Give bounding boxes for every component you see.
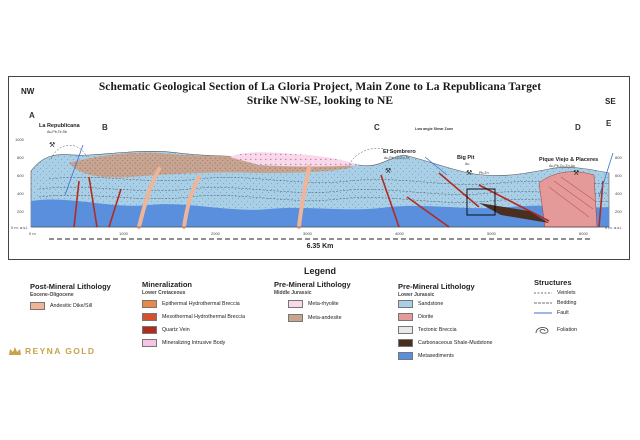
legend-item-andesitic-dike: Andesitic Dike/Sill [30,302,92,310]
section-subtitle: Strike NW-SE, looking to NE [246,95,394,107]
legend-item-tectonic-breccia: Tectonic Breccia [398,326,457,334]
y-tick-right: 400 [615,191,622,196]
legend-item-foliation: Foliation [534,324,577,336]
legend-item-meta-andesite: Meta-andesite [288,314,342,322]
mine-icon: ⚒ [385,167,392,175]
foliation-icon [534,324,552,336]
y-tick-right: 200 [615,209,622,214]
y-tick: 800 [17,155,24,160]
pb-zn-label: Pb,Zn [479,171,489,175]
legend-pre-mineral-low-heading: Pre-Mineral Lithology [398,282,475,291]
target-pique-viejo-metals: Au,Pb,Cu,Zn,Au [549,164,575,168]
swatch-tectonic-breccia [398,326,413,334]
legend-item-fault: Fault [534,310,569,316]
y-tick: 0 m. a.s.l. [11,225,29,230]
swatch-meta-rhyolite [288,300,303,308]
legend-item-veinlets: Veinlets [534,290,576,296]
swatch-intrusive [142,339,157,347]
x-tick: 5000 [487,231,496,236]
mine-icon: ⚒ [466,169,473,177]
swatch-sandstone [398,300,413,308]
legend-item-diorite: Diorite [398,313,433,321]
x-tick: 6000 [579,231,588,236]
swatch-mesothermal [142,313,157,321]
y-tick-right: 800 [615,155,622,160]
legend-structures-heading: Structures [534,278,572,287]
legend-item-epithermal: Epithermal Hydrothermal Breccia [142,300,240,308]
direction-se: SE [605,97,616,106]
geological-section-frame [8,76,630,260]
legend-title: Legend [303,266,336,276]
x-tick: 0 m [29,231,36,236]
reyna-gold-logo: REYNA GOLD [8,346,95,356]
target-la-republicana-metals: Au,Pb,Te,Sb [47,130,67,134]
legend-pre-mineral-mid-sub: Middle Jurassic [274,290,312,296]
section-marker-e: E [606,119,612,128]
x-tick: 2000 [211,231,220,236]
legend-item-metasediments: Metasediments [398,352,454,360]
mine-icon: ⚒ [573,169,580,177]
legend-item-bedding: Bedding [534,300,576,306]
fault-line-icon [534,310,552,316]
legend-item-sandstone: Sandstone [398,300,443,308]
y-tick-right: 0 m. a.s.l. [605,225,623,230]
swatch-quartz-vein [142,326,157,334]
swatch-andesitic-dike [30,302,45,310]
target-pique-viejo: Pique Viejo & Placeres [539,157,599,163]
swatch-shale [398,339,413,347]
legend-item-shale: Carbonaceous Shale-Mudstone [398,339,493,347]
x-tick: 4000 [395,231,404,236]
crown-icon [8,346,22,356]
section-marker-b: B [102,123,108,132]
section-marker-a: A [29,111,35,120]
x-tick: 3000 [303,231,312,236]
diorite-body [539,172,597,227]
shear-zone-label: Low angle Shear Zone [415,127,454,131]
cross-section-drawing [9,77,631,261]
section-marker-d: D [575,123,581,132]
legend-post-mineral-sub: Eocene-Oligocene [30,292,74,298]
legend-pre-mineral-low-sub: Lower Jurassic [398,292,435,298]
swatch-diorite [398,313,413,321]
legend-pre-mineral-mid-heading: Pre-Mineral Lithology [274,280,351,289]
swatch-epithermal [142,300,157,308]
scale-label: 6.35 Km [306,243,334,250]
legend-item-intrusive: Mineralizing Intrusive Body [142,339,225,347]
y-tick: 200 [17,209,24,214]
mine-icon: ⚒ [49,141,56,149]
legend-mineralization-heading: Mineralization [142,280,193,289]
legend-item-mesothermal: Mesothermal Hydrothermal Breccia [142,313,245,321]
legend-mineralization-sub: Lower Cretaceous [142,290,186,296]
swatch-meta-andesite [288,314,303,322]
y-tick: 600 [17,173,24,178]
y-tick: 1000 [15,137,24,142]
y-tick: 400 [17,191,24,196]
legend-post-mineral-heading: Post-Mineral Lithology [30,282,111,291]
direction-nw: NW [21,87,35,96]
target-la-republicana: La Republicana [39,123,80,129]
target-big-pit-metals: Au [465,162,470,166]
target-el-sombrero-metals: Au,Pb,Cu,Zn,Te [384,156,410,160]
legend-item-meta-rhyolite: Meta-rhyolite [288,300,339,308]
target-el-sombrero: El Sombrero [383,149,416,155]
section-title: Schematic Geological Section of La Gloria Project, Main Zone to La Republicana Target [98,81,542,93]
y-tick-right: 600 [615,173,622,178]
swatch-metasediments [398,352,413,360]
legend-item-quartz-vein: Quartz Vein [142,326,190,334]
target-big-pit: Big Pit [457,155,475,161]
veinlets-line-icon [534,290,552,296]
x-tick: 1000 [119,231,128,236]
section-marker-c: C [374,123,380,132]
bedding-line-icon [534,300,552,306]
